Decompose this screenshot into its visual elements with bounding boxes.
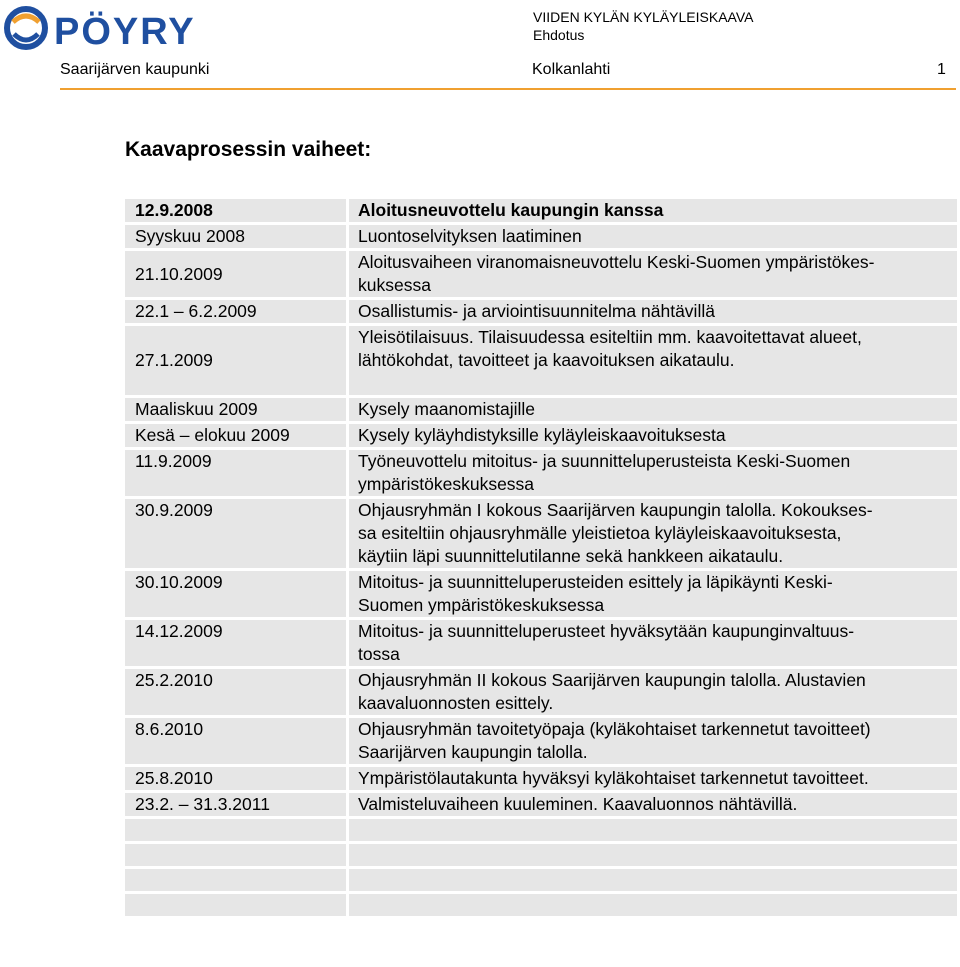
- process-phases-table: [125, 199, 957, 919]
- description-line: tossa: [358, 644, 400, 664]
- location-name: Kolkanlahti: [532, 61, 611, 78]
- poyry-logo: [4, 4, 244, 52]
- phase-date: 11.9.2009: [125, 450, 346, 496]
- description-line: Ympäristölautakunta hyväksyi kyläkohtaiset tarkennetut tavoitteet.: [358, 768, 869, 788]
- table-row: [125, 767, 957, 790]
- description-line: ympäristökeskuksessa: [358, 474, 535, 494]
- phase-description: [349, 499, 957, 568]
- phase-date: 25.2.2010: [125, 669, 346, 715]
- description-line: [358, 372, 957, 395]
- phase-description: [349, 620, 957, 666]
- table-row: [125, 225, 957, 248]
- phase-description: [349, 819, 957, 841]
- phase-date: 30.10.2009: [125, 571, 346, 617]
- document-title-block: [533, 8, 753, 44]
- subheader: [60, 61, 955, 83]
- phase-date: Kesä – elokuu 2009: [125, 424, 346, 447]
- phase-description: [349, 398, 957, 421]
- description-line: Osallistumis- ja arviointisuunnitelma nähtävillä: [358, 301, 715, 321]
- phase-date: [125, 869, 346, 891]
- phase-date: 8.6.2010: [125, 718, 346, 764]
- table-row: [125, 450, 957, 496]
- phase-date: 23.2. – 31.3.2011: [125, 793, 346, 816]
- table-row: [125, 793, 957, 816]
- table-row: [125, 571, 957, 617]
- phase-date: Syyskuu 2008: [125, 225, 346, 248]
- phase-description: [349, 450, 957, 496]
- phase-date: 12.9.2008: [125, 199, 346, 222]
- description-line: Aloitusneuvottelu kaupungin kanssa: [358, 200, 664, 220]
- phase-description: [349, 894, 957, 916]
- header-rule: [60, 88, 956, 90]
- description-line: Ohjausryhmän II kokous Saarijärven kaupungin talolla. Alustavien: [358, 670, 866, 690]
- phase-description: [349, 251, 957, 297]
- description-line: Suomen ympäristökeskuksessa: [358, 595, 605, 615]
- phase-date: Maaliskuu 2009: [125, 398, 346, 421]
- description-line: Valmisteluvaiheen kuuleminen. Kaavaluonnos nähtävillä.: [358, 794, 798, 814]
- phase-description: [349, 669, 957, 715]
- table-row: [125, 718, 957, 764]
- table-row: [125, 398, 957, 421]
- phase-date: 21.10.2009: [125, 251, 346, 297]
- document-subtitle: Ehdotus: [533, 27, 585, 43]
- phase-date: 30.9.2009: [125, 499, 346, 568]
- phase-date: [125, 819, 346, 841]
- section-title: Kaavaprosessin vaiheet:: [125, 138, 372, 161]
- table-row: [125, 251, 957, 297]
- table-row: [125, 326, 957, 395]
- phase-description: [349, 326, 957, 395]
- phase-description: [349, 718, 957, 764]
- description-line: Ohjausryhmän tavoitetyöpaja (kyläkohtaiset tarkennetut tavoitteet): [358, 719, 871, 739]
- table-row: [125, 499, 957, 568]
- logo-wordmark: PÖYRY: [54, 11, 196, 52]
- phase-date: 22.1 – 6.2.2009: [125, 300, 346, 323]
- description-line: Ohjausryhmän I kokous Saarijärven kaupungin talolla. Kokoukses-: [358, 500, 873, 520]
- description-line: Yleisötilaisuus. Tilaisuudessa esiteltiin mm. kaavoitettavat alueet,: [358, 327, 862, 347]
- phase-date: [125, 894, 346, 916]
- phase-description: [349, 869, 957, 891]
- table-row: [125, 424, 957, 447]
- description-line: kaavaluonnosten esittely.: [358, 693, 554, 713]
- table-row: [125, 620, 957, 666]
- description-line: sa esiteltiin ohjausryhmälle yleistietoa kyläyleiskaavoituksesta,: [358, 523, 842, 543]
- municipality-name: Saarijärven kaupunki: [60, 61, 210, 78]
- phase-date: 27.1.2009: [125, 326, 346, 395]
- table-row: [125, 869, 957, 891]
- description-line: Saarijärven kaupungin talolla.: [358, 742, 588, 762]
- phase-description: [349, 767, 957, 790]
- table-row: [125, 300, 957, 323]
- description-line: käytiin läpi suunnittelutilanne sekä hankkeen aikataulu.: [358, 546, 784, 566]
- description-line: Työneuvottelu mitoitus- ja suunnitteluperusteista Keski-Suomen: [358, 451, 851, 471]
- table-row: [125, 199, 957, 222]
- description-line: kuksessa: [358, 275, 431, 295]
- document-title: VIIDEN KYLÄN KYLÄYLEISKAAVA: [533, 9, 754, 25]
- phase-description: [349, 571, 957, 617]
- description-line: lähtökohdat, tavoitteet ja kaavoituksen aikataulu.: [358, 350, 735, 370]
- phase-description: [349, 424, 957, 447]
- phase-description: [349, 300, 957, 323]
- phase-description: [349, 844, 957, 866]
- table-row: [125, 844, 957, 866]
- phase-description: [349, 225, 957, 248]
- page-number: 1: [937, 61, 946, 78]
- poyry-swirl-icon: [7, 9, 45, 47]
- table-row: [125, 894, 957, 916]
- description-line: Aloitusvaiheen viranomaisneuvottelu Keski-Suomen ympäristökes-: [358, 252, 875, 272]
- description-line: Mitoitus- ja suunnitteluperusteiden esittely ja läpikäynti Keski-: [358, 572, 833, 592]
- description-line: Kysely maanomistajille: [358, 399, 536, 419]
- phase-date: 25.8.2010: [125, 767, 346, 790]
- phase-description: [349, 199, 957, 222]
- description-line: Luontoselvityksen laatiminen: [358, 226, 582, 246]
- table-row: [125, 669, 957, 715]
- description-line: Kysely kyläyhdistyksille kyläyleiskaavoituksesta: [358, 425, 726, 445]
- phase-date: 14.12.2009: [125, 620, 346, 666]
- description-line: Mitoitus- ja suunnitteluperusteet hyväksytään kaupunginvaltuus-: [358, 621, 855, 641]
- phase-description: [349, 793, 957, 816]
- phase-date: [125, 844, 346, 866]
- table-row: [125, 819, 957, 841]
